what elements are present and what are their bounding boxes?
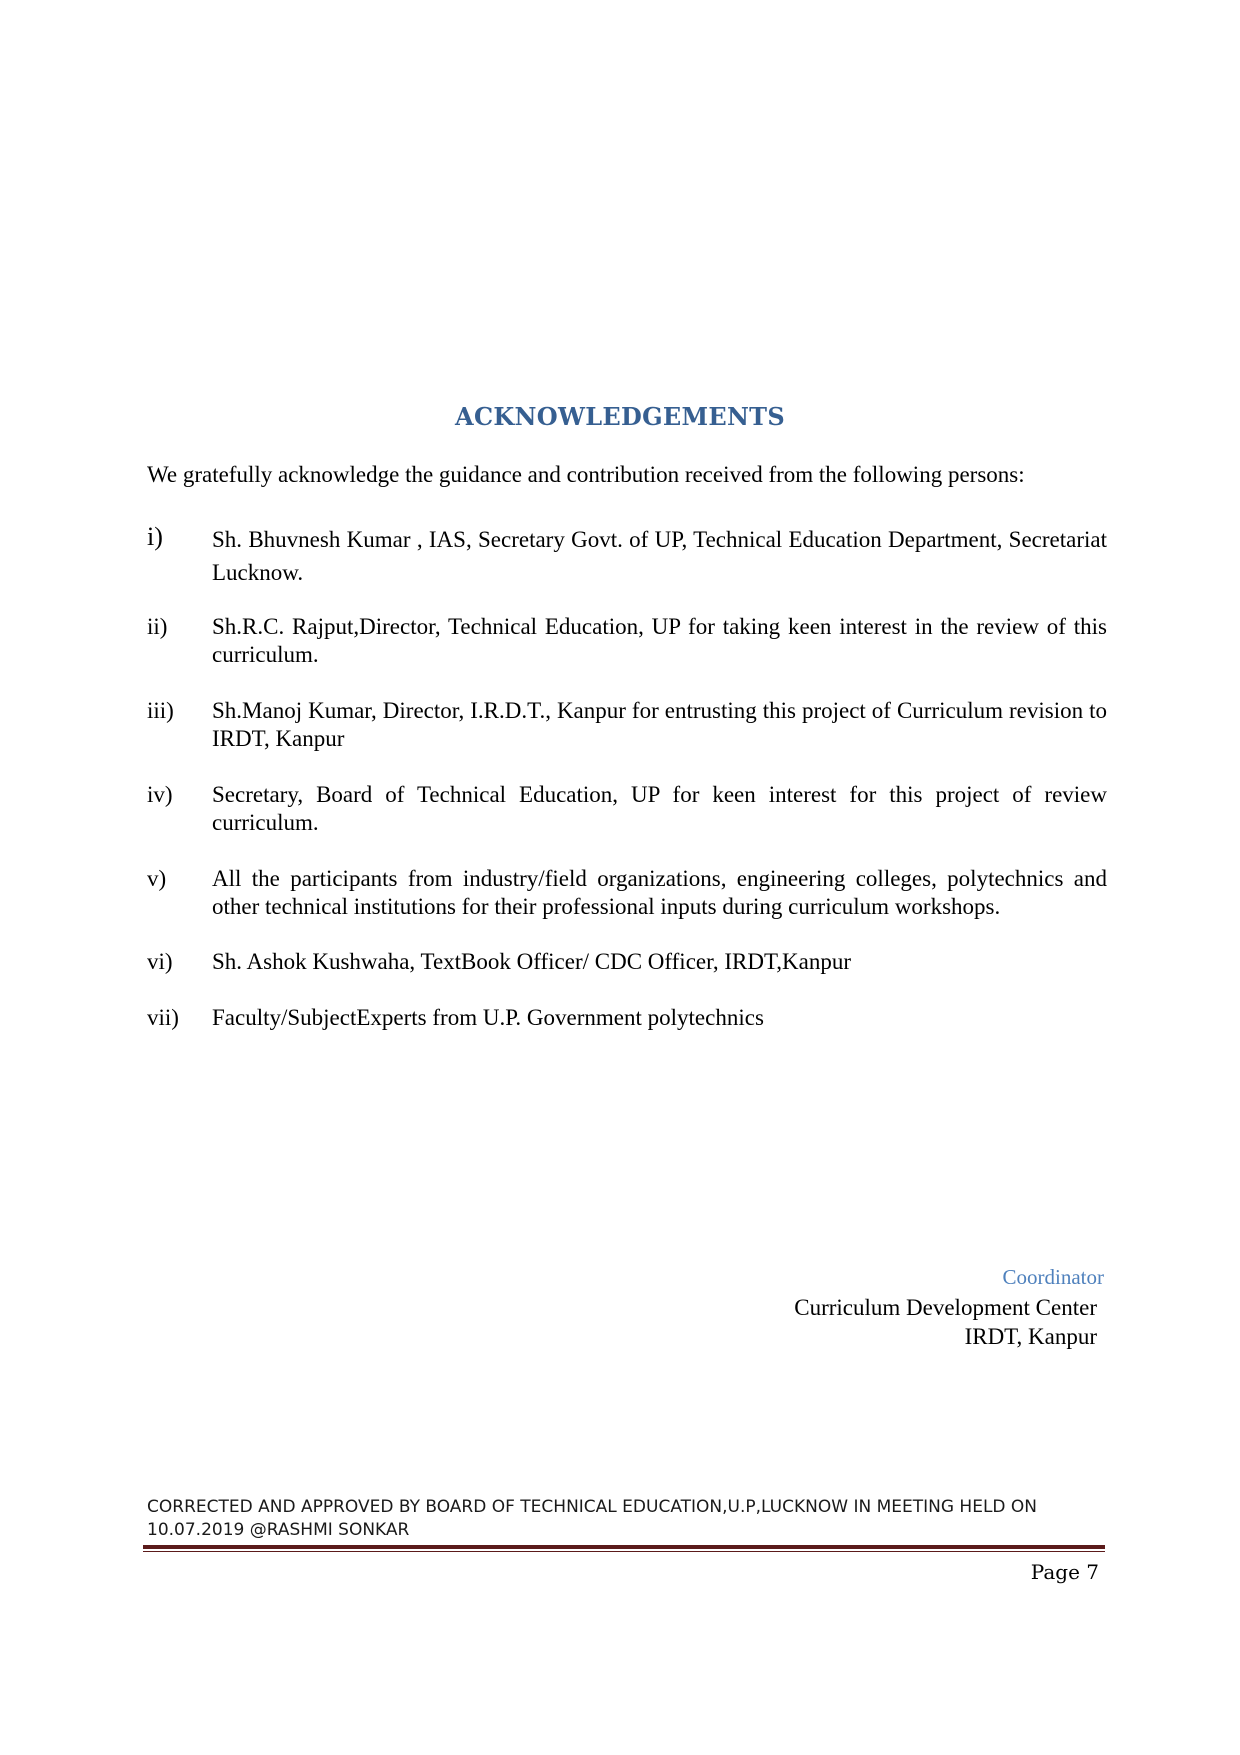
list-item-marker: vi)	[147, 949, 173, 974]
intro-paragraph: We gratefully acknowledge the guidance and contribution received from the following persons:	[147, 462, 1025, 487]
list-item-text: Sh.Manoj Kumar, Director, I.R.D.T., Kanpur for entrusting this project of Curriculum revision to IRDT, Kanpur	[212, 698, 1107, 751]
list-item-text: Sh.R.C. Rajput,Director, Technical Education, UP for taking keen interest in the review of this curriculum.	[212, 614, 1107, 667]
footer-approval-note: CORRECTED AND APPROVED BY BOARD OF TECHNICAL EDUCATION,U.P,LUCKNOW IN MEETING HELD ON 10.07.2019 @RASHMI SONKAR	[147, 1497, 1038, 1540]
list-item-text: Sh. Bhuvnesh Kumar , IAS, Secretary Govt. of UP, Technical Education Department, Secretariat Lucknow.	[212, 527, 1107, 585]
list-item-text: Secretary, Board of Technical Education, UP for keen interest for this project of review curriculum.	[212, 782, 1107, 835]
list-item-marker: iv)	[147, 782, 173, 807]
page-number: Page 7	[1030, 1560, 1099, 1584]
signature-location: IRDT, Kanpur	[964, 1324, 1097, 1349]
list-item-marker: v)	[147, 866, 167, 891]
list-item-marker: ii)	[147, 614, 168, 639]
footer-divider	[143, 1545, 1105, 1549]
page-title: ACKNOWLEDGEMENTS	[455, 402, 785, 431]
signature-role: Coordinator	[1002, 1265, 1104, 1289]
signature-organization: Curriculum Development Center	[794, 1295, 1097, 1320]
list-item-text: Sh. Ashok Kushwaha, TextBook Officer/ CDC Officer, IRDT,Kanpur	[212, 949, 852, 974]
list-item-marker: vii)	[147, 1005, 179, 1030]
list-item-marker: i)	[147, 522, 163, 551]
list-item-marker: iii)	[147, 698, 174, 723]
list-item-text: Faculty/SubjectExperts from U.P. Government polytechnics	[212, 1005, 764, 1030]
footer-divider-thin	[143, 1551, 1105, 1552]
list-item-text: All the participants from industry/field organizations, engineering colleges, polytechnics and other technical institutions for their professional inputs during curriculum workshops.	[212, 866, 1107, 919]
